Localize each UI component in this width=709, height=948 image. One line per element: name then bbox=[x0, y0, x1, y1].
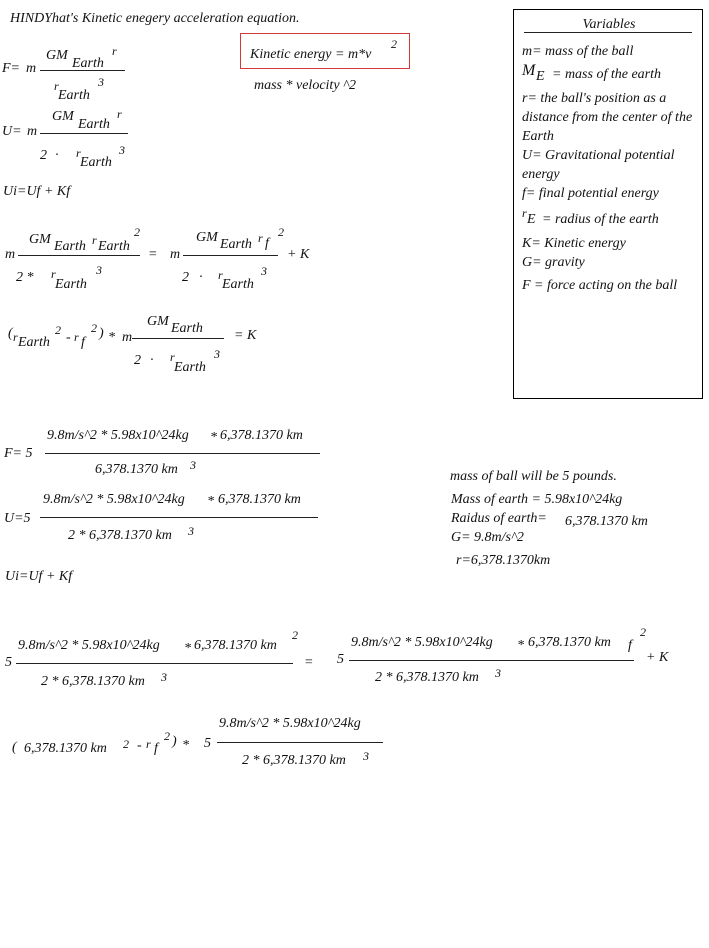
variables-panel bbox=[513, 9, 703, 399]
given-gravity: G= 9.8m/s^2 bbox=[451, 530, 524, 545]
symbolic-energy-balance: Ui=Uf + Kf bbox=[3, 184, 71, 199]
variable-ME: M E = mass of the earth bbox=[522, 62, 661, 84]
given-mass-ball: mass of ball will be 5 pounds. bbox=[450, 469, 617, 484]
given-radius-value: 6,378.1370 km bbox=[565, 514, 648, 529]
page-title: HINDYhat's Kinetic enegery acceleration equation. bbox=[10, 11, 300, 26]
mass-velocity-note: mass * velocity ^2 bbox=[254, 78, 356, 93]
numeric-energy-balance: Ui=Uf + Kf bbox=[5, 569, 73, 584]
variable-rE: r E = radius of the earth bbox=[522, 206, 659, 227]
kinetic-energy-exponent: 2 bbox=[391, 37, 397, 51]
variable-K: K= Kinetic energy bbox=[522, 236, 626, 251]
variable-f: f= final potential energy bbox=[522, 186, 659, 201]
variable-r: r= the ball's position as a distance from the center of the Earth bbox=[522, 91, 693, 144]
variable-G: G= gravity bbox=[522, 255, 585, 270]
given-radius-label: Raidus of earth= bbox=[451, 511, 547, 526]
kinetic-energy-label: Kinetic energy = m*v bbox=[250, 47, 372, 62]
variable-m: m= mass of the ball bbox=[522, 44, 634, 59]
variable-F: F = force acting on the ball bbox=[522, 278, 678, 293]
variable-U: U= Gravitational potential energy bbox=[522, 148, 675, 182]
given-r: r=6,378.1370km bbox=[456, 553, 551, 568]
variables-title: Variables bbox=[582, 17, 636, 32]
given-mass-earth: Mass of earth = 5.98x10^24kg bbox=[451, 492, 623, 507]
